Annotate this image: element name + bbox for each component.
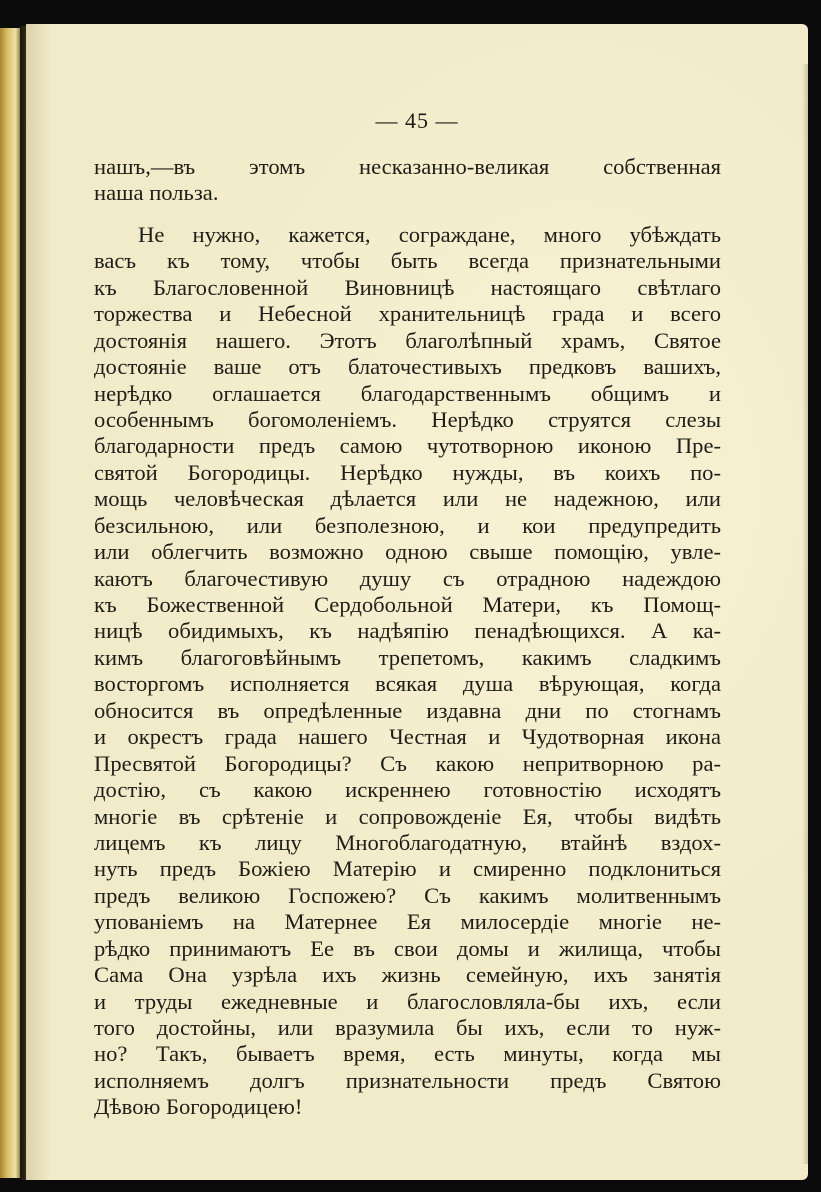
text-line: наша польза.: [94, 180, 219, 206]
page-edge-shadow: [802, 64, 808, 1164]
text-line: каютъ благочестивую душу съ отрадною надеждою: [94, 565, 721, 591]
text-line: или облегчить возможно одною свыше помощію, увле-: [94, 539, 721, 565]
text-line: къ Божественной Сердобольной Матери, къ Помощ-: [94, 592, 721, 617]
text-line: упованіемъ на Матернее Ея милосердіе многіе не-: [94, 909, 721, 935]
text-line: мощь человѣческая дѣлается или не надежною, или: [94, 486, 721, 512]
text-line: но? Такъ, бываетъ время, есть минуты, когда мы: [94, 1041, 721, 1067]
text-line: лицемъ къ лицу Многоблагодатную, втайнѣ вздох-: [94, 829, 721, 855]
text-line: святой Богородицы. Нерѣдко нужды, въ коихъ по-: [94, 459, 721, 485]
text-line: рѣдко принимаютъ Ее въ свои домы и жилища, чтобы: [94, 935, 721, 961]
page-number: — 45 —: [375, 108, 459, 133]
text-line: къ Благословенной Виновницѣ настоящаго свѣтлаго: [94, 274, 721, 300]
text-line: кимъ благоговѣйнымъ трепетомъ, какимъ сладкимъ: [94, 644, 721, 670]
text-line: благодарности предъ самою чутотворною иконою Пре-: [94, 433, 721, 459]
text-line: нерѣдко оглашается благодарственнымъ общимъ и: [94, 380, 721, 406]
text-line: и окрестъ града нашего Честная и Чудотворная икона: [94, 724, 721, 750]
text-line: ницѣ обидимыхъ, къ надѣяпію пенадѣющихся. А ка-: [94, 618, 721, 644]
text-line: васъ къ тому, чтобы быть всегда признательными: [94, 248, 721, 274]
text-line: восторгомъ исполняется всякая душа вѣрующая, когда: [94, 671, 721, 697]
text-line: торжества и Небесной хранительницѣ града и всего: [94, 301, 721, 327]
text-line: достію, съ какою искреннею готовностію исходятъ: [94, 777, 721, 803]
text-line: достоянія нашего. Этотъ благолѣпный храмъ, Святое: [94, 327, 721, 353]
text-line: особеннымъ богомоленіемъ. Нерѣдко струятся слезы: [94, 406, 721, 432]
text-line: исполняемъ долгъ признательности предъ Святою: [94, 1067, 721, 1093]
text-line: Сама Она узрѣла ихъ жизнь семейную, ихъ занятія: [94, 962, 721, 988]
text-line: многіе въ срѣтеніе и сопровожденіе Ея, чтобы видѣть: [94, 803, 721, 829]
page-sheet: [26, 24, 808, 1180]
body-text: [94, 154, 721, 1121]
text-line: нашъ,—въ этомъ несказанно-великая собственная: [94, 154, 721, 179]
text-line: Дѣвою Богородицею!: [94, 1094, 303, 1120]
text-line: безсильною, или безполезною, и кои предупредить: [94, 512, 721, 538]
text-line: предъ великою Госпожею? Съ какимъ молитвеннымъ: [94, 882, 721, 908]
text-line: Не нужно, кажется, сограждане, много убѣждать: [138, 221, 721, 247]
left-page-edge: [0, 28, 22, 1178]
text-line: Пресвятой Богородицы? Съ какою непритворною ра-: [94, 750, 721, 776]
paragraph-gap: [94, 207, 721, 222]
text-line: достояніе ваше отъ блаточестивыхъ предковъ вашихъ,: [94, 354, 721, 380]
text-line: и труды ежедневные и благословляла-бы ихъ, если: [94, 988, 721, 1014]
text-line: того достойны, или вразумила бы ихъ, если то нуж-: [94, 1015, 721, 1040]
text-line: обносится въ опредѣленные издавна дни по стогнамъ: [94, 697, 721, 723]
text-line: нуть предъ Божіею Матерію и смиренно подклониться: [94, 856, 721, 882]
